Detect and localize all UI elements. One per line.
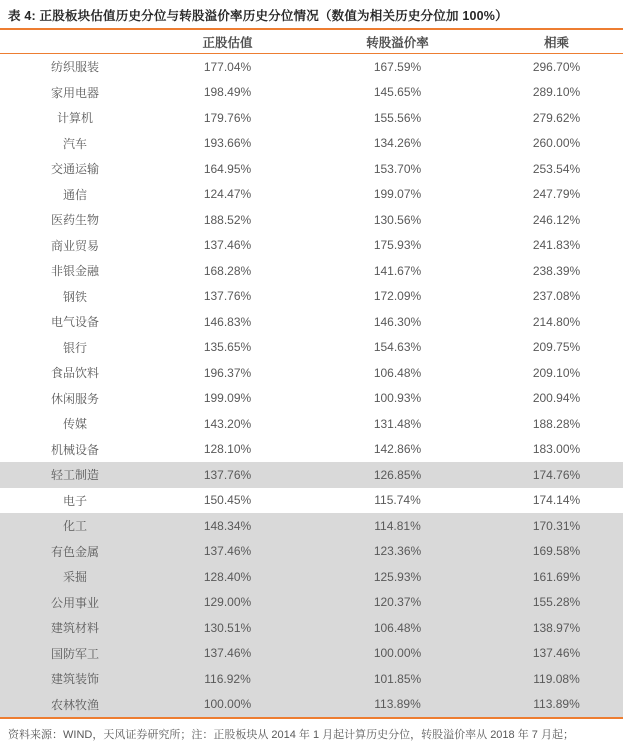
premium-rate-cell: 113.89% [374, 697, 421, 712]
product-cell: 238.39% [532, 263, 581, 278]
premium-rate-cell: 115.74% [374, 493, 421, 508]
table-row [0, 360, 623, 386]
product-cell: 170.31% [532, 518, 581, 533]
sector-name-cell: 银行 [62, 340, 87, 355]
table-row [0, 590, 623, 616]
equity-valuation-cell: 135.65% [203, 340, 252, 355]
equity-valuation-cell: 199.09% [203, 391, 252, 406]
product-cell: 246.12% [532, 212, 581, 227]
sector-name-cell: 建筑装饰 [50, 672, 99, 687]
premium-rate-cell: 106.48% [373, 365, 422, 380]
table-row [0, 156, 623, 182]
table-row [0, 692, 623, 718]
product-cell: 237.08% [532, 289, 581, 304]
equity-valuation-cell: 198.49% [203, 85, 252, 100]
sector-name-cell: 传媒 [62, 417, 87, 432]
sector-name-cell: 家用电器 [50, 85, 99, 100]
product-cell: 200.94% [532, 391, 581, 406]
premium-rate-cell: 155.56% [373, 110, 422, 125]
sector-name-cell: 食品饮料 [50, 366, 99, 381]
premium-rate-cell: 126.85% [373, 467, 422, 482]
equity-valuation-cell: 148.34% [203, 518, 252, 533]
product-cell: 214.80% [532, 314, 581, 329]
equity-valuation-cell: 146.83% [203, 314, 252, 329]
equity-valuation-cell: 137.76% [203, 467, 252, 482]
column-header-sector-blank [0, 30, 150, 53]
table-row [0, 105, 623, 131]
table-title: 表 4: 正股板块估值历史分位与转股溢价率历史分位情况（数值为相关历史分位加 100%） [8, 9, 508, 23]
product-cell: 247.79% [532, 187, 581, 202]
premium-rate-cell: 146.30% [373, 314, 422, 329]
sector-name-cell: 非银金融 [50, 264, 99, 279]
sector-name-cell: 商业贸易 [50, 238, 99, 253]
premium-rate-cell: 175.93% [373, 238, 422, 253]
equity-valuation-cell: 100.00% [203, 697, 252, 712]
product-cell: 209.10% [532, 365, 581, 380]
product-cell: 161.69% [532, 569, 581, 584]
premium-rate-cell: 172.09% [373, 289, 422, 304]
product-cell: 119.08% [533, 671, 580, 686]
equity-valuation-cell: 116.92% [204, 671, 251, 686]
sector-name-cell: 纺织服装 [50, 60, 99, 75]
sector-name-cell: 医药生物 [50, 213, 99, 228]
table-row [0, 335, 623, 361]
product-cell: 155.28% [532, 595, 581, 610]
product-cell: 260.00% [532, 136, 581, 151]
product-cell: 174.76% [532, 467, 581, 482]
sector-name-cell: 农林牧渔 [50, 697, 99, 712]
equity-valuation-cell: 193.66% [203, 136, 252, 151]
product-cell: 138.97% [532, 620, 581, 635]
equity-valuation-cell: 137.46% [203, 544, 252, 559]
table-row [0, 80, 623, 106]
sector-name-cell: 通信 [62, 187, 87, 202]
table-row [0, 284, 623, 310]
table-row [0, 488, 623, 514]
product-cell: 241.83% [532, 238, 581, 253]
table-row [0, 462, 623, 488]
product-cell: 279.62% [532, 110, 581, 125]
column-header-conversion-premium: 转股溢价率 [366, 35, 429, 50]
equity-valuation-cell: 177.04% [203, 59, 252, 74]
premium-rate-cell: 134.26% [373, 136, 422, 151]
sector-name-cell: 计算机 [56, 111, 93, 126]
sector-name-cell: 机械设备 [50, 442, 99, 457]
premium-rate-cell: 131.48% [373, 416, 422, 431]
premium-rate-cell: 153.70% [373, 161, 422, 176]
equity-valuation-cell: 143.20% [203, 416, 252, 431]
table-row [0, 666, 623, 692]
equity-valuation-cell: 164.95% [203, 161, 252, 176]
premium-rate-cell: 141.67% [373, 263, 422, 278]
premium-rate-cell: 199.07% [373, 187, 422, 202]
equity-valuation-cell: 196.37% [203, 365, 252, 380]
product-cell: 137.46% [532, 646, 581, 661]
table-row [0, 386, 623, 412]
sector-percentile-table [0, 30, 623, 53]
premium-rate-cell: 125.93% [373, 569, 422, 584]
product-cell: 113.89% [533, 697, 580, 712]
equity-valuation-cell: 168.28% [203, 263, 252, 278]
premium-rate-cell: 167.59% [373, 59, 422, 74]
table-row [0, 513, 623, 539]
column-header-product: 相乘 [543, 35, 569, 50]
equity-valuation-cell: 137.76% [203, 289, 252, 304]
table-row [0, 437, 623, 463]
equity-valuation-cell: 128.10% [203, 442, 252, 457]
product-cell: 253.54% [532, 161, 581, 176]
premium-rate-cell: 114.81% [374, 518, 421, 533]
table-row [0, 182, 623, 208]
premium-rate-cell: 120.37% [373, 595, 422, 610]
equity-valuation-cell: 179.76% [203, 110, 252, 125]
premium-rate-cell: 130.56% [373, 212, 422, 227]
sector-percentile-table-body [0, 54, 623, 717]
premium-rate-cell: 101.85% [373, 671, 422, 686]
table-row [0, 641, 623, 667]
product-cell: 183.00% [532, 442, 581, 457]
sector-name-cell: 轻工制造 [50, 468, 99, 483]
sector-name-cell: 采掘 [62, 570, 87, 585]
product-cell: 174.14% [532, 493, 581, 508]
table-row [0, 131, 623, 157]
table-row [0, 207, 623, 233]
equity-valuation-cell: 188.52% [203, 212, 252, 227]
sector-name-cell: 汽车 [62, 136, 87, 151]
table-row [0, 615, 623, 641]
table-row [0, 411, 623, 437]
product-cell: 289.10% [532, 85, 581, 100]
equity-valuation-cell: 137.46% [203, 646, 252, 661]
sector-name-cell: 电气设备 [50, 315, 99, 330]
sector-name-cell: 化工 [62, 519, 87, 534]
sector-name-cell: 有色金属 [50, 544, 99, 559]
sector-name-cell: 休闲服务 [50, 391, 99, 406]
table-row [0, 258, 623, 284]
sector-name-cell: 交通运输 [50, 162, 99, 177]
equity-valuation-cell: 150.45% [203, 493, 252, 508]
table-row [0, 564, 623, 590]
sector-name-cell: 国防军工 [50, 646, 99, 661]
table-row [0, 233, 623, 259]
column-header-equity-valuation: 正股估值 [202, 35, 253, 50]
product-cell: 209.75% [532, 340, 581, 355]
premium-rate-cell: 100.00% [373, 646, 422, 661]
product-cell: 296.70% [532, 59, 581, 74]
source-note: 资料来源：WIND，天风证券研究所；注：正股板块从 2014 年 1 月起计算历史分位，转股溢价率从 2018 年 7 月起； [8, 729, 574, 741]
premium-rate-cell: 106.48% [373, 620, 422, 635]
product-cell: 169.58% [532, 544, 581, 559]
table-header-row [0, 30, 623, 53]
premium-rate-cell: 154.63% [373, 340, 422, 355]
sector-name-cell: 电子 [62, 493, 87, 508]
sector-name-cell: 公用事业 [50, 595, 99, 610]
table-row [0, 54, 623, 80]
equity-valuation-cell: 129.00% [203, 595, 252, 610]
premium-rate-cell: 142.86% [373, 442, 422, 457]
premium-rate-cell: 123.36% [373, 544, 422, 559]
equity-valuation-cell: 124.47% [203, 187, 252, 202]
sector-name-cell: 钢铁 [62, 289, 87, 304]
equity-valuation-cell: 130.51% [203, 620, 252, 635]
premium-rate-cell: 145.65% [373, 85, 422, 100]
premium-rate-cell: 100.93% [373, 391, 422, 406]
sector-name-cell: 建筑材料 [50, 621, 99, 636]
product-cell: 188.28% [532, 416, 581, 431]
equity-valuation-cell: 128.40% [203, 569, 252, 584]
table-row [0, 309, 623, 335]
table-row [0, 539, 623, 565]
equity-valuation-cell: 137.46% [203, 238, 252, 253]
